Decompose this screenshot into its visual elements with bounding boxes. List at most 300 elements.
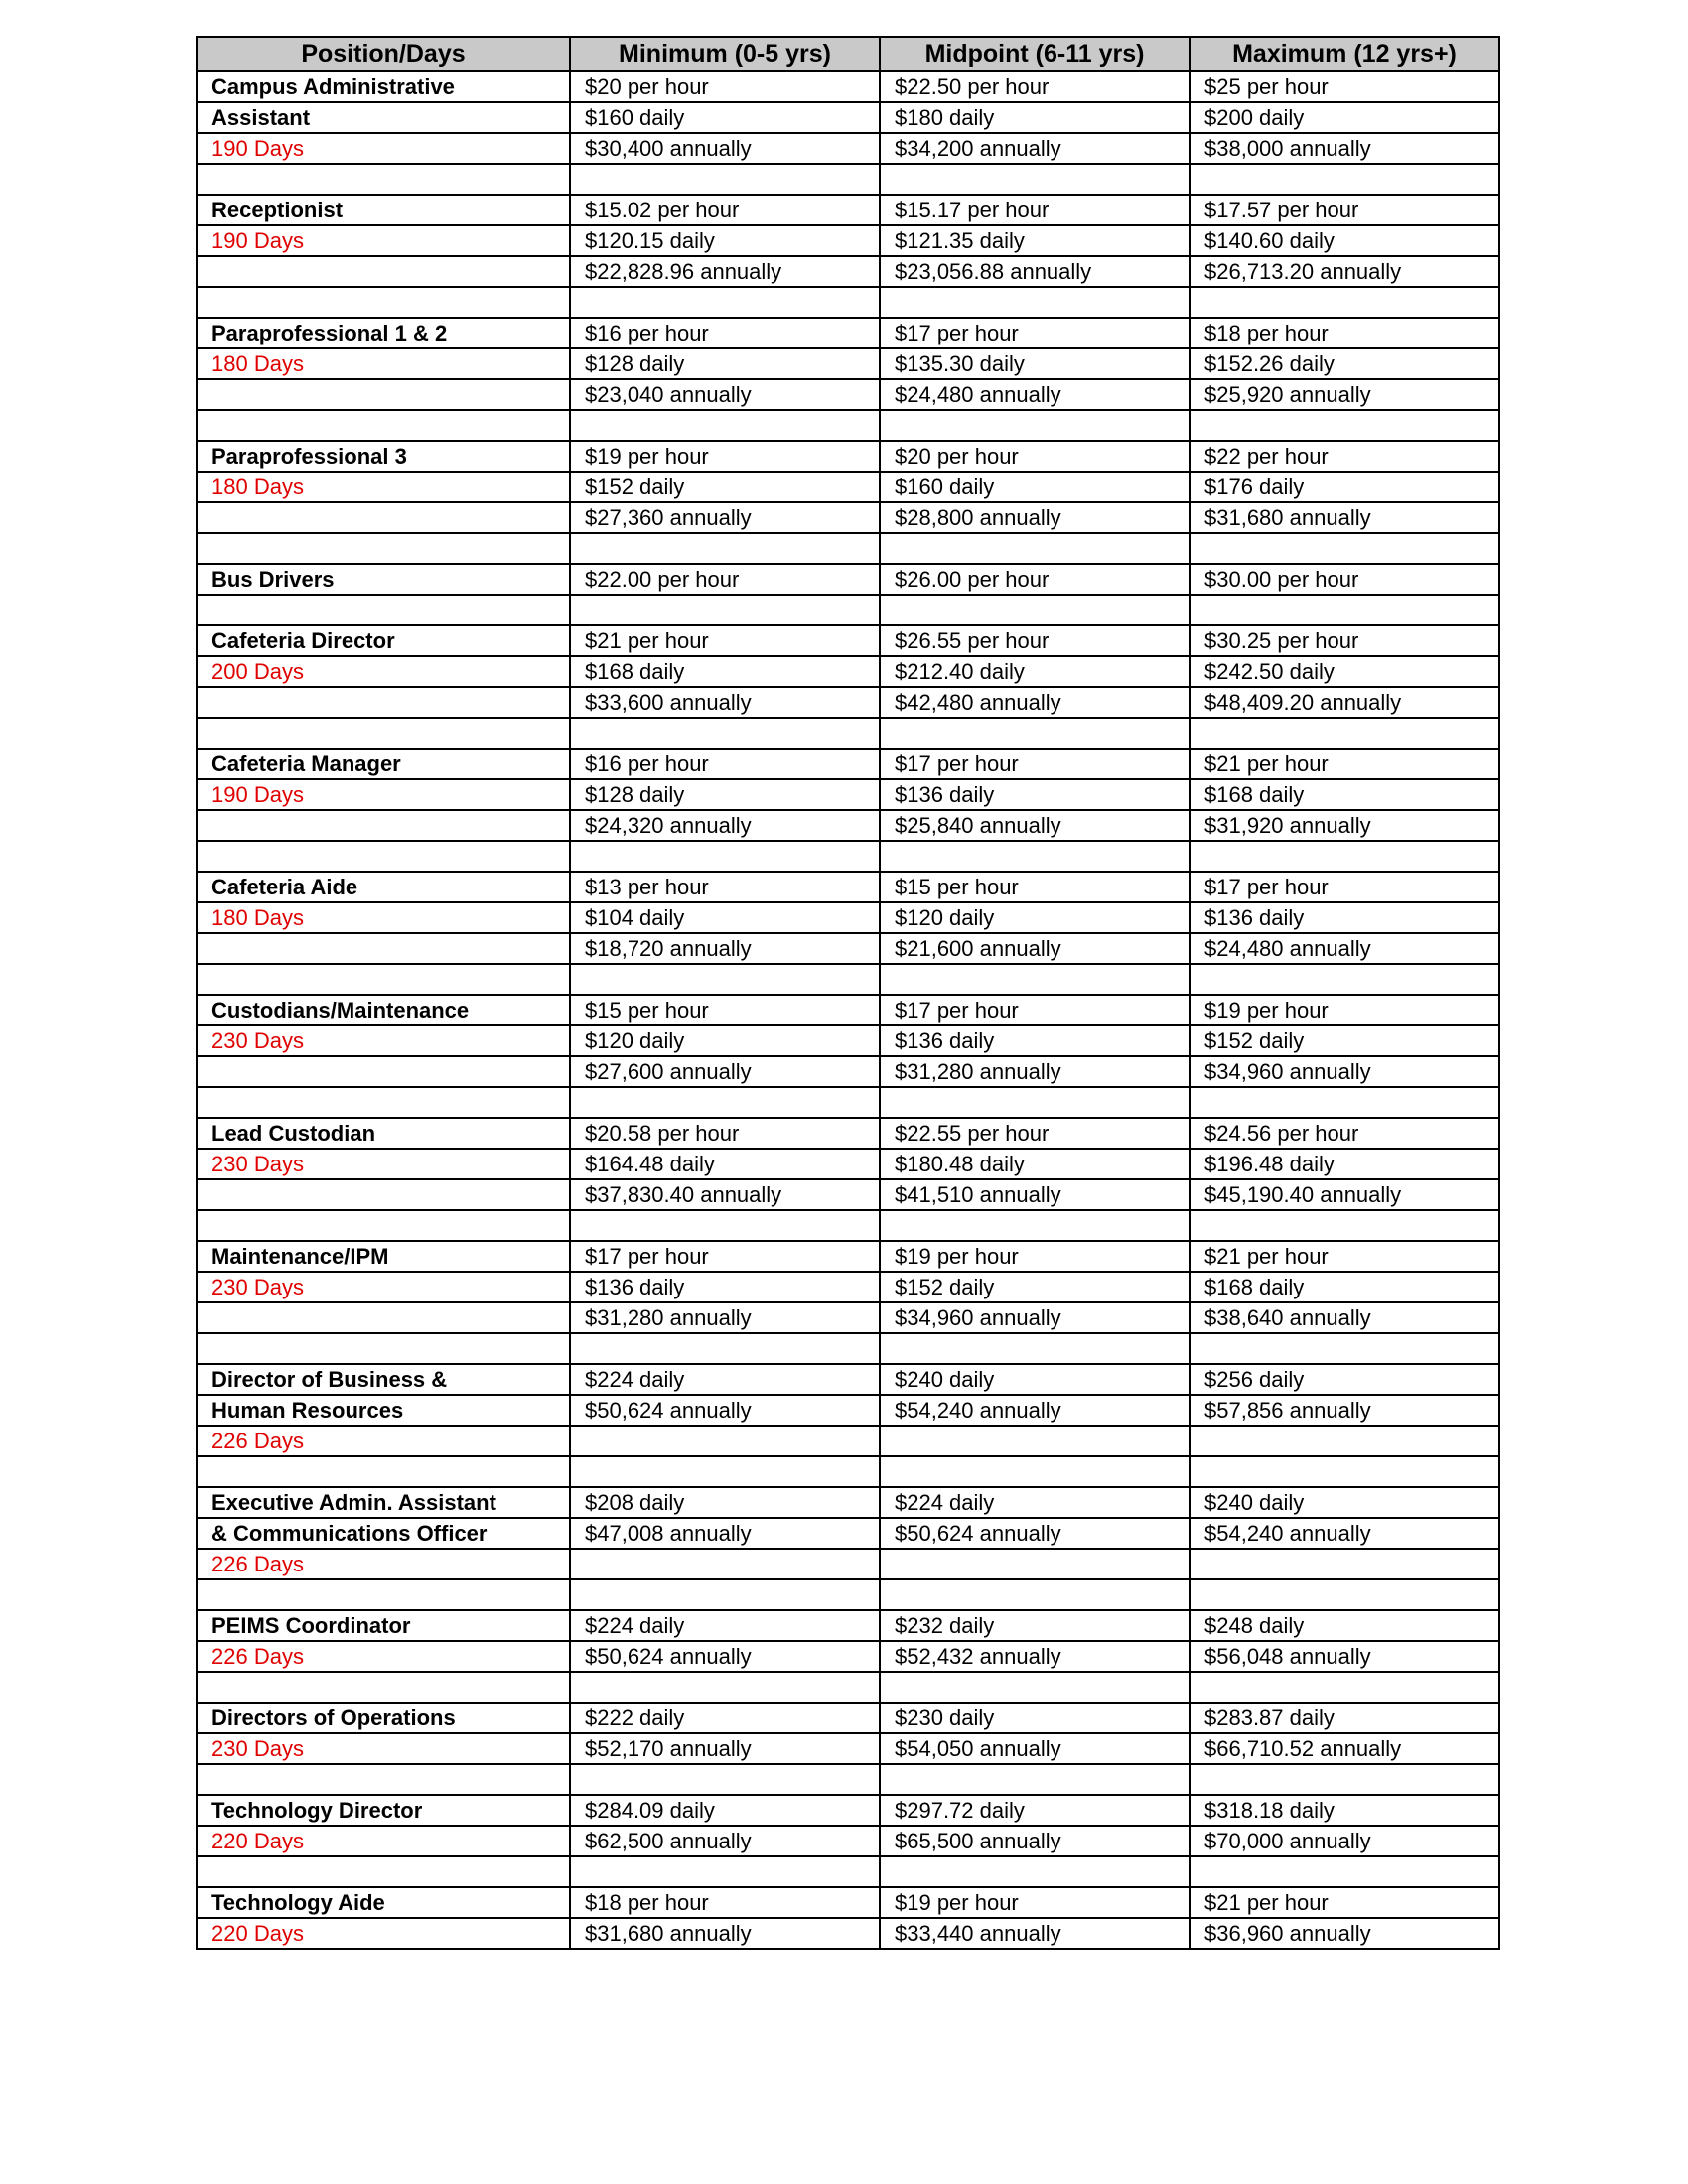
midpoint-cell: [880, 1549, 1190, 1579]
midpoint-cell: [880, 410, 1190, 441]
maximum-cell: $25 per hour: [1190, 71, 1499, 102]
minimum-cell: [570, 1456, 880, 1487]
table-row: [197, 1672, 1499, 1703]
midpoint-cell: $50,624 annually: [880, 1518, 1190, 1549]
midpoint-cell: $54,240 annually: [880, 1395, 1190, 1426]
maximum-cell: [1190, 1456, 1499, 1487]
position-cell: Human Resources: [197, 1395, 570, 1426]
minimum-cell: $128 daily: [570, 779, 880, 810]
minimum-cell: $31,680 annually: [570, 1918, 880, 1949]
table-row: [197, 502, 1499, 533]
table-row: [197, 687, 1499, 718]
maximum-cell: [1190, 287, 1499, 318]
maximum-cell: [1190, 1579, 1499, 1610]
maximum-cell: $176 daily: [1190, 472, 1499, 502]
midpoint-cell: [880, 718, 1190, 749]
minimum-cell: $152 daily: [570, 472, 880, 502]
midpoint-cell: [880, 964, 1190, 995]
maximum-cell: $240 daily: [1190, 1487, 1499, 1518]
maximum-cell: $31,680 annually: [1190, 502, 1499, 533]
midpoint-cell: $224 daily: [880, 1487, 1190, 1518]
midpoint-cell: $120 daily: [880, 902, 1190, 933]
header-position-days: Position/Days: [197, 37, 570, 71]
position-cell: [197, 964, 570, 995]
position-cell: & Communications Officer: [197, 1518, 570, 1549]
midpoint-cell: $230 daily: [880, 1703, 1190, 1733]
position-cell: [197, 718, 570, 749]
table-row: [197, 1179, 1499, 1210]
minimum-cell: $160 daily: [570, 102, 880, 133]
position-cell: Technology Aide: [197, 1887, 570, 1918]
minimum-cell: $21 per hour: [570, 625, 880, 656]
table-row: [197, 533, 1499, 564]
position-cell: [197, 1456, 570, 1487]
minimum-cell: $18,720 annually: [570, 933, 880, 964]
position-cell: [197, 1056, 570, 1087]
table-row: [197, 995, 1499, 1025]
position-cell: [197, 687, 570, 718]
position-cell: 230 Days: [197, 1149, 570, 1179]
midpoint-cell: $52,432 annually: [880, 1641, 1190, 1672]
table-row: [197, 225, 1499, 256]
minimum-cell: [570, 1333, 880, 1364]
midpoint-cell: $25,840 annually: [880, 810, 1190, 841]
midpoint-cell: $17 per hour: [880, 995, 1190, 1025]
position-cell: 180 Days: [197, 902, 570, 933]
position-cell: 220 Days: [197, 1826, 570, 1856]
position-cell: PEIMS Coordinator: [197, 1610, 570, 1641]
table-row: [197, 379, 1499, 410]
minimum-cell: [570, 1764, 880, 1795]
minimum-cell: $22.00 per hour: [570, 564, 880, 595]
midpoint-cell: $31,280 annually: [880, 1056, 1190, 1087]
midpoint-cell: [880, 1456, 1190, 1487]
table-row: [197, 348, 1499, 379]
position-cell: 226 Days: [197, 1641, 570, 1672]
position-cell: [197, 1856, 570, 1887]
position-cell: Cafeteria Aide: [197, 872, 570, 902]
minimum-cell: [570, 1426, 880, 1456]
minimum-cell: $62,500 annually: [570, 1826, 880, 1856]
position-cell: [197, 1302, 570, 1333]
minimum-cell: [570, 287, 880, 318]
midpoint-cell: [880, 164, 1190, 195]
maximum-cell: $168 daily: [1190, 1272, 1499, 1302]
maximum-cell: [1190, 595, 1499, 625]
midpoint-cell: $20 per hour: [880, 441, 1190, 472]
table-row: [197, 1579, 1499, 1610]
header-row: [197, 37, 1499, 71]
position-cell: Bus Drivers: [197, 564, 570, 595]
midpoint-cell: $240 daily: [880, 1364, 1190, 1395]
table-row: [197, 1210, 1499, 1241]
table-row: [197, 749, 1499, 779]
table-row: [197, 1610, 1499, 1641]
table-row: [197, 1087, 1499, 1118]
maximum-cell: $17.57 per hour: [1190, 195, 1499, 225]
maximum-cell: $248 daily: [1190, 1610, 1499, 1641]
table-row: [197, 1549, 1499, 1579]
position-cell: 180 Days: [197, 472, 570, 502]
table-row: [197, 872, 1499, 902]
position-cell: [197, 502, 570, 533]
maximum-cell: [1190, 1764, 1499, 1795]
maximum-cell: $21 per hour: [1190, 1241, 1499, 1272]
maximum-cell: $19 per hour: [1190, 995, 1499, 1025]
maximum-cell: [1190, 1856, 1499, 1887]
table-row: [197, 1826, 1499, 1856]
table-row: [197, 1456, 1499, 1487]
minimum-cell: [570, 841, 880, 872]
maximum-cell: $24,480 annually: [1190, 933, 1499, 964]
maximum-cell: $256 daily: [1190, 1364, 1499, 1395]
maximum-cell: $136 daily: [1190, 902, 1499, 933]
position-cell: [197, 810, 570, 841]
minimum-cell: $15.02 per hour: [570, 195, 880, 225]
table-row: [197, 195, 1499, 225]
position-cell: Directors of Operations: [197, 1703, 570, 1733]
position-cell: Director of Business &: [197, 1364, 570, 1395]
position-cell: Receptionist: [197, 195, 570, 225]
midpoint-cell: $135.30 daily: [880, 348, 1190, 379]
position-cell: [197, 379, 570, 410]
maximum-cell: $200 daily: [1190, 102, 1499, 133]
minimum-cell: $50,624 annually: [570, 1395, 880, 1426]
position-cell: 180 Days: [197, 348, 570, 379]
midpoint-cell: $34,200 annually: [880, 133, 1190, 164]
table-row: [197, 625, 1499, 656]
minimum-cell: [570, 1856, 880, 1887]
midpoint-cell: [880, 1672, 1190, 1703]
maximum-cell: $318.18 daily: [1190, 1795, 1499, 1826]
minimum-cell: $52,170 annually: [570, 1733, 880, 1764]
midpoint-cell: $19 per hour: [880, 1241, 1190, 1272]
midpoint-cell: [880, 533, 1190, 564]
minimum-cell: $136 daily: [570, 1272, 880, 1302]
maximum-cell: $31,920 annually: [1190, 810, 1499, 841]
minimum-cell: $27,360 annually: [570, 502, 880, 533]
table-row: [197, 1395, 1499, 1426]
table-row: [197, 441, 1499, 472]
maximum-cell: $21 per hour: [1190, 749, 1499, 779]
position-cell: Assistant: [197, 102, 570, 133]
maximum-cell: $25,920 annually: [1190, 379, 1499, 410]
table-row: [197, 902, 1499, 933]
table-row: [197, 1487, 1499, 1518]
maximum-cell: $24.56 per hour: [1190, 1118, 1499, 1149]
minimum-cell: [570, 164, 880, 195]
maximum-cell: $57,856 annually: [1190, 1395, 1499, 1426]
minimum-cell: $27,600 annually: [570, 1056, 880, 1087]
position-cell: 190 Days: [197, 133, 570, 164]
maximum-cell: $30.25 per hour: [1190, 625, 1499, 656]
midpoint-cell: $21,600 annually: [880, 933, 1190, 964]
midpoint-cell: $26.00 per hour: [880, 564, 1190, 595]
position-cell: [197, 841, 570, 872]
midpoint-cell: $28,800 annually: [880, 502, 1190, 533]
maximum-cell: $48,409.20 annually: [1190, 687, 1499, 718]
minimum-cell: [570, 964, 880, 995]
midpoint-cell: $42,480 annually: [880, 687, 1190, 718]
minimum-cell: $20.58 per hour: [570, 1118, 880, 1149]
position-cell: [197, 1179, 570, 1210]
table-row: [197, 1795, 1499, 1826]
header-midpoint: Midpoint (6-11 yrs): [880, 37, 1190, 71]
position-cell: 230 Days: [197, 1272, 570, 1302]
midpoint-cell: $26.55 per hour: [880, 625, 1190, 656]
minimum-cell: $20 per hour: [570, 71, 880, 102]
minimum-cell: $284.09 daily: [570, 1795, 880, 1826]
position-cell: [197, 1764, 570, 1795]
midpoint-cell: $160 daily: [880, 472, 1190, 502]
maximum-cell: [1190, 718, 1499, 749]
table-row: [197, 287, 1499, 318]
minimum-cell: $168 daily: [570, 656, 880, 687]
maximum-cell: $196.48 daily: [1190, 1149, 1499, 1179]
table-row: [197, 1641, 1499, 1672]
maximum-cell: [1190, 533, 1499, 564]
minimum-cell: $120.15 daily: [570, 225, 880, 256]
maximum-cell: $36,960 annually: [1190, 1918, 1499, 1949]
midpoint-cell: [880, 1856, 1190, 1887]
minimum-cell: [570, 1210, 880, 1241]
midpoint-cell: $121.35 daily: [880, 225, 1190, 256]
minimum-cell: $22,828.96 annually: [570, 256, 880, 287]
position-cell: Executive Admin. Assistant: [197, 1487, 570, 1518]
maximum-cell: $56,048 annually: [1190, 1641, 1499, 1672]
midpoint-cell: $17 per hour: [880, 318, 1190, 348]
minimum-cell: $15 per hour: [570, 995, 880, 1025]
position-cell: 226 Days: [197, 1426, 570, 1456]
table-row: [197, 472, 1499, 502]
maximum-cell: [1190, 841, 1499, 872]
table-row: [197, 841, 1499, 872]
position-cell: 200 Days: [197, 656, 570, 687]
table-row: [197, 1241, 1499, 1272]
header-minimum: Minimum (0-5 yrs): [570, 37, 880, 71]
minimum-cell: $31,280 annually: [570, 1302, 880, 1333]
table-row: [197, 1149, 1499, 1179]
position-cell: 230 Days: [197, 1733, 570, 1764]
position-cell: Paraprofessional 3: [197, 441, 570, 472]
minimum-cell: [570, 1579, 880, 1610]
midpoint-cell: [880, 841, 1190, 872]
position-cell: Cafeteria Director: [197, 625, 570, 656]
position-cell: Maintenance/IPM: [197, 1241, 570, 1272]
position-cell: Technology Director: [197, 1795, 570, 1826]
minimum-cell: $224 daily: [570, 1610, 880, 1641]
minimum-cell: $16 per hour: [570, 749, 880, 779]
minimum-cell: $104 daily: [570, 902, 880, 933]
table-body: [197, 71, 1499, 1949]
midpoint-cell: $212.40 daily: [880, 656, 1190, 687]
midpoint-cell: $22.50 per hour: [880, 71, 1190, 102]
table-row: [197, 1056, 1499, 1087]
maximum-cell: $38,640 annually: [1190, 1302, 1499, 1333]
minimum-cell: [570, 1087, 880, 1118]
maximum-cell: [1190, 964, 1499, 995]
minimum-cell: $16 per hour: [570, 318, 880, 348]
midpoint-cell: [880, 1579, 1190, 1610]
minimum-cell: $23,040 annually: [570, 379, 880, 410]
table-row: [197, 1025, 1499, 1056]
table-row: [197, 102, 1499, 133]
table-row: [197, 779, 1499, 810]
table-row: [197, 718, 1499, 749]
table-row: [197, 71, 1499, 102]
table-row: [197, 256, 1499, 287]
midpoint-cell: $15 per hour: [880, 872, 1190, 902]
midpoint-cell: $19 per hour: [880, 1887, 1190, 1918]
position-cell: 190 Days: [197, 779, 570, 810]
position-cell: [197, 164, 570, 195]
maximum-cell: [1190, 1426, 1499, 1456]
maximum-cell: $283.87 daily: [1190, 1703, 1499, 1733]
maximum-cell: [1190, 1333, 1499, 1364]
minimum-cell: [570, 410, 880, 441]
minimum-cell: $222 daily: [570, 1703, 880, 1733]
midpoint-cell: $136 daily: [880, 779, 1190, 810]
midpoint-cell: [880, 1764, 1190, 1795]
table-row: [197, 656, 1499, 687]
minimum-cell: $13 per hour: [570, 872, 880, 902]
minimum-cell: [570, 1549, 880, 1579]
position-cell: [197, 1210, 570, 1241]
minimum-cell: $24,320 annually: [570, 810, 880, 841]
position-cell: Cafeteria Manager: [197, 749, 570, 779]
minimum-cell: $224 daily: [570, 1364, 880, 1395]
midpoint-cell: $24,480 annually: [880, 379, 1190, 410]
maximum-cell: $242.50 daily: [1190, 656, 1499, 687]
table-row: [197, 564, 1499, 595]
maximum-cell: $66,710.52 annually: [1190, 1733, 1499, 1764]
maximum-cell: $34,960 annually: [1190, 1056, 1499, 1087]
position-cell: [197, 933, 570, 964]
minimum-cell: $37,830.40 annually: [570, 1179, 880, 1210]
midpoint-cell: $180.48 daily: [880, 1149, 1190, 1179]
minimum-cell: $17 per hour: [570, 1241, 880, 1272]
position-cell: 230 Days: [197, 1025, 570, 1056]
minimum-cell: $47,008 annually: [570, 1518, 880, 1549]
midpoint-cell: $17 per hour: [880, 749, 1190, 779]
maximum-cell: $140.60 daily: [1190, 225, 1499, 256]
table-row: [197, 810, 1499, 841]
table-row: [197, 1764, 1499, 1795]
position-cell: [197, 410, 570, 441]
minimum-cell: $18 per hour: [570, 1887, 880, 1918]
midpoint-cell: $15.17 per hour: [880, 195, 1190, 225]
minimum-cell: $19 per hour: [570, 441, 880, 472]
midpoint-cell: [880, 1210, 1190, 1241]
position-cell: [197, 1672, 570, 1703]
minimum-cell: $120 daily: [570, 1025, 880, 1056]
midpoint-cell: $23,056.88 annually: [880, 256, 1190, 287]
midpoint-cell: $33,440 annually: [880, 1918, 1190, 1949]
midpoint-cell: $136 daily: [880, 1025, 1190, 1056]
table-row: [197, 1703, 1499, 1733]
table-row: [197, 1272, 1499, 1302]
position-cell: [197, 256, 570, 287]
table-row: [197, 1918, 1499, 1949]
table-row: [197, 1333, 1499, 1364]
table-row: [197, 1518, 1499, 1549]
maximum-cell: $54,240 annually: [1190, 1518, 1499, 1549]
maximum-cell: [1190, 1210, 1499, 1241]
minimum-cell: $128 daily: [570, 348, 880, 379]
table-row: [197, 1302, 1499, 1333]
midpoint-cell: $34,960 annually: [880, 1302, 1190, 1333]
midpoint-cell: $22.55 per hour: [880, 1118, 1190, 1149]
position-cell: [197, 1579, 570, 1610]
table-row: [197, 164, 1499, 195]
table-row: [197, 1426, 1499, 1456]
maximum-cell: $30.00 per hour: [1190, 564, 1499, 595]
midpoint-cell: [880, 1426, 1190, 1456]
position-cell: [197, 1333, 570, 1364]
maximum-cell: [1190, 410, 1499, 441]
midpoint-cell: $152 daily: [880, 1272, 1190, 1302]
table-row: [197, 1364, 1499, 1395]
table-row: [197, 933, 1499, 964]
midpoint-cell: $54,050 annually: [880, 1733, 1190, 1764]
position-cell: Custodians/Maintenance: [197, 995, 570, 1025]
table-row: [197, 133, 1499, 164]
minimum-cell: $50,624 annually: [570, 1641, 880, 1672]
position-cell: Paraprofessional 1 & 2: [197, 318, 570, 348]
maximum-cell: $26,713.20 annually: [1190, 256, 1499, 287]
table-row: [197, 1856, 1499, 1887]
position-cell: 226 Days: [197, 1549, 570, 1579]
header-maximum: Maximum (12 yrs+): [1190, 37, 1499, 71]
minimum-cell: $164.48 daily: [570, 1149, 880, 1179]
position-cell: [197, 287, 570, 318]
table-row: [197, 964, 1499, 995]
midpoint-cell: $65,500 annually: [880, 1826, 1190, 1856]
position-cell: 220 Days: [197, 1918, 570, 1949]
minimum-cell: [570, 533, 880, 564]
minimum-cell: $30,400 annually: [570, 133, 880, 164]
midpoint-cell: [880, 1333, 1190, 1364]
table-row: [197, 1887, 1499, 1918]
minimum-cell: $208 daily: [570, 1487, 880, 1518]
maximum-cell: $22 per hour: [1190, 441, 1499, 472]
maximum-cell: [1190, 1549, 1499, 1579]
position-cell: Lead Custodian: [197, 1118, 570, 1149]
position-cell: 190 Days: [197, 225, 570, 256]
maximum-cell: $168 daily: [1190, 779, 1499, 810]
maximum-cell: $152.26 daily: [1190, 348, 1499, 379]
midpoint-cell: [880, 595, 1190, 625]
midpoint-cell: $180 daily: [880, 102, 1190, 133]
position-cell: [197, 595, 570, 625]
maximum-cell: $45,190.40 annually: [1190, 1179, 1499, 1210]
table-row: [197, 410, 1499, 441]
midpoint-cell: $232 daily: [880, 1610, 1190, 1641]
minimum-cell: [570, 1672, 880, 1703]
maximum-cell: [1190, 1672, 1499, 1703]
maximum-cell: $21 per hour: [1190, 1887, 1499, 1918]
position-cell: [197, 1087, 570, 1118]
midpoint-cell: $41,510 annually: [880, 1179, 1190, 1210]
midpoint-cell: $297.72 daily: [880, 1795, 1190, 1826]
maximum-cell: $38,000 annually: [1190, 133, 1499, 164]
maximum-cell: [1190, 164, 1499, 195]
minimum-cell: [570, 595, 880, 625]
maximum-cell: [1190, 1087, 1499, 1118]
minimum-cell: $33,600 annually: [570, 687, 880, 718]
table-row: [197, 1118, 1499, 1149]
midpoint-cell: [880, 287, 1190, 318]
